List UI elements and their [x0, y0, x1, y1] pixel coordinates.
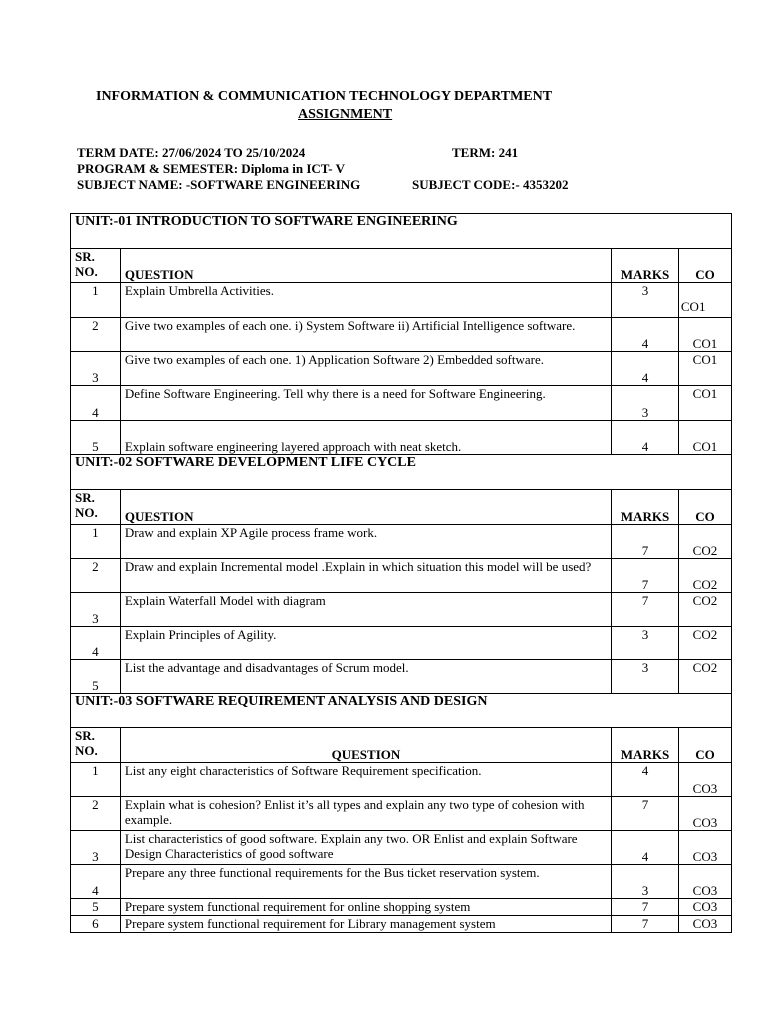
unit-header-row: [71, 214, 732, 249]
co: CO2: [678, 593, 731, 627]
sr-no: 3: [71, 593, 121, 627]
document-type: ASSIGNMENT: [298, 107, 393, 122]
question-text: Prepare any three functional requirements for the Bus ticket reservation system.: [120, 865, 611, 899]
question-text: Explain Principles of Agility.: [120, 627, 611, 660]
marks: 7: [612, 916, 679, 933]
marks: 3: [612, 283, 679, 318]
sr-no: 3: [71, 831, 121, 865]
marks: 7: [612, 559, 679, 593]
co: CO1: [678, 352, 731, 386]
question-text: Explain Umbrella Activities.: [120, 283, 611, 318]
department-title: INFORMATION & COMMUNICATION TECHNOLOGY DEPARTMENT: [96, 89, 553, 104]
sr-no-header: SR. NO.: [71, 728, 121, 763]
table-row: [71, 386, 732, 421]
sr-no: 4: [71, 386, 121, 421]
sr-no: 3: [71, 352, 121, 386]
marks: 4: [612, 352, 679, 386]
marks: 3: [612, 386, 679, 421]
question-header: QUESTION: [120, 249, 611, 283]
unit-header-row: [71, 455, 732, 490]
sr-no: 1: [71, 525, 121, 559]
co: CO3: [678, 797, 731, 831]
question-text: List the advantage and disadvantages of Scrum model.: [120, 660, 611, 694]
co: CO1: [678, 318, 731, 352]
co: CO2: [678, 525, 731, 559]
column-header-row: [71, 249, 732, 283]
column-header-row: [71, 490, 732, 525]
question-text: Define Software Engineering. Tell why there is a need for Software Engineering.: [120, 386, 611, 421]
marks: 3: [612, 627, 679, 660]
program-semester: PROGRAM & SEMESTER: Diploma in ICT- V: [77, 161, 345, 176]
marks: 7: [612, 525, 679, 559]
question-text: Explain Waterfall Model with diagram: [120, 593, 611, 627]
sr-no: 4: [71, 865, 121, 899]
unit-title: UNIT:-01 INTRODUCTION TO SOFTWARE ENGINEERING: [71, 214, 732, 249]
sr-no: 5: [71, 421, 121, 455]
question-text: Give two examples of each one. 1) Application Software 2) Embedded software.: [120, 352, 611, 386]
marks-header: MARKS: [612, 490, 679, 525]
unit-header-row: [71, 694, 732, 728]
table-row: [71, 421, 732, 455]
co: CO1: [678, 421, 731, 455]
question-text: Draw and explain Incremental model .Explain in which situation this model will be used?: [120, 559, 611, 593]
table-row: [71, 593, 732, 627]
table-row: [71, 352, 732, 386]
table-row: [71, 660, 732, 694]
sr-no: 2: [71, 318, 121, 352]
marks: 4: [612, 831, 679, 865]
co: CO2: [678, 559, 731, 593]
table-row: [71, 283, 732, 318]
co: CO3: [678, 916, 731, 933]
question-text: Give two examples of each one. i) System Software ii) Artificial Intelligence software.: [120, 318, 611, 352]
marks: 7: [612, 797, 679, 831]
term: TERM: 241: [452, 145, 519, 160]
marks: 3: [612, 660, 679, 694]
co: CO3: [678, 763, 731, 797]
table-row: [71, 916, 732, 933]
table-row: [71, 899, 732, 916]
marks: 4: [612, 763, 679, 797]
question-text: List characteristics of good software. Explain any two. OR Enlist and explain Software Design Characteristics of good software: [120, 831, 611, 865]
marks: 7: [612, 593, 679, 627]
co-header: CO: [678, 249, 731, 283]
sr-no: 5: [71, 899, 121, 916]
sr-no: 2: [71, 797, 121, 831]
sr-no: 6: [71, 916, 121, 933]
question-text: Prepare system functional requirement for online shopping system: [120, 899, 611, 916]
sr-no-header: SR. NO.: [71, 249, 121, 283]
table-row: [71, 797, 732, 831]
co: CO3: [678, 899, 731, 916]
sr-no: 2: [71, 559, 121, 593]
co: CO2: [678, 627, 731, 660]
question-header: QUESTION: [120, 490, 611, 525]
sr-no: 1: [71, 283, 121, 318]
sr-no: 4: [71, 627, 121, 660]
table-row: [71, 559, 732, 593]
marks: 3: [612, 865, 679, 899]
unit-title: UNIT:-02 SOFTWARE DEVELOPMENT LIFE CYCLE: [71, 455, 732, 490]
table-row: [71, 627, 732, 660]
table-row: [71, 318, 732, 352]
table-row: [71, 831, 732, 865]
co: CO1: [678, 386, 731, 421]
sr-no: 5: [71, 660, 121, 694]
question-text: List any eight characteristics of Software Requirement specification.: [120, 763, 611, 797]
table-row: [71, 763, 732, 797]
co: CO3: [678, 865, 731, 899]
table-row: [71, 525, 732, 559]
sr-no: 1: [71, 763, 121, 797]
table-row: [71, 865, 732, 899]
question-text: Explain software engineering layered approach with neat sketch.: [120, 421, 611, 455]
marks: 7: [612, 899, 679, 916]
question-text: Prepare system functional requirement for Library management system: [120, 916, 611, 933]
co: CO2: [678, 660, 731, 694]
sr-no-header: SR. NO.: [71, 490, 121, 525]
assignment-table: [70, 213, 732, 933]
co-header: CO: [678, 728, 731, 763]
marks-header: MARKS: [612, 249, 679, 283]
marks: 4: [612, 421, 679, 455]
term-date: TERM DATE: 27/06/2024 TO 25/10/2024: [77, 145, 306, 160]
question-text: Explain what is cohesion? Enlist it’s all types and explain any two type of cohesion with example.: [120, 797, 611, 831]
subject-name: SUBJECT NAME: -SOFTWARE ENGINEERING: [77, 177, 361, 192]
co-header: CO: [678, 490, 731, 525]
subject-code: SUBJECT CODE:- 4353202: [412, 177, 569, 192]
marks-header: MARKS: [612, 728, 679, 763]
unit-title: UNIT:-03 SOFTWARE REQUIREMENT ANALYSIS AND DESIGN: [71, 694, 732, 728]
question-text: Draw and explain XP Agile process frame work.: [120, 525, 611, 559]
column-header-row: [71, 728, 732, 763]
question-header: QUESTION: [120, 728, 611, 763]
co: CO3: [678, 831, 731, 865]
co: CO1: [678, 283, 731, 318]
marks: 4: [612, 318, 679, 352]
